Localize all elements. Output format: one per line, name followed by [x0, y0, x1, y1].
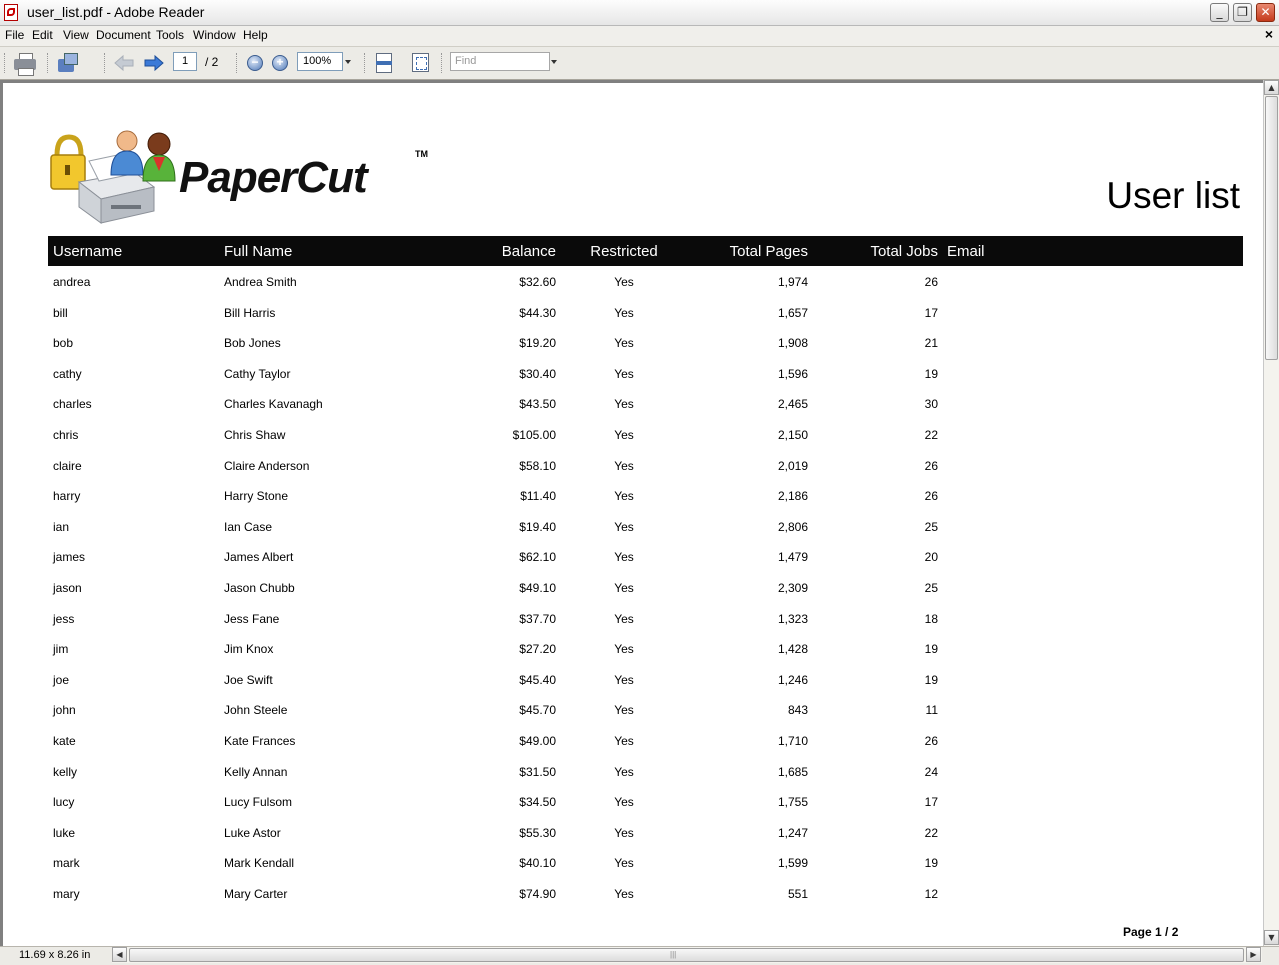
cell-total-pages: 551: [787, 887, 808, 901]
cell-total-pages: 843: [787, 703, 808, 718]
header-total-pages: Total Pages: [729, 243, 808, 260]
toolbar-grip: [4, 53, 7, 73]
cell-total-pages: 1,755: [777, 795, 808, 810]
scroll-left-button[interactable]: [112, 947, 127, 962]
cell-total-pages: 2,186: [777, 489, 808, 504]
cell-restricted: Yes: [614, 397, 634, 412]
cell-total-pages: 2,806: [777, 519, 808, 534]
page-size-label: 11.69 x 8.26 in: [19, 949, 91, 961]
cell-username: kate: [53, 734, 76, 748]
cell-balance: $105.00: [512, 428, 556, 442]
menu-edit[interactable]: Edit: [32, 28, 53, 42]
papercut-logo: [49, 127, 439, 227]
cell-full-name: Andrea Smith: [224, 275, 297, 289]
page-footer: Page 1 / 2: [1123, 925, 1179, 939]
cell-restricted: Yes: [614, 825, 634, 840]
cell-total-jobs: 17: [924, 795, 938, 810]
table-row: [48, 359, 1243, 389]
cell-total-pages: 1,908: [777, 336, 808, 351]
cell-total-jobs: 19: [924, 642, 938, 657]
cell-username: bob: [53, 336, 74, 351]
table-row: [48, 787, 1243, 817]
menu-help[interactable]: Help: [243, 28, 268, 42]
cell-total-pages: 2,019: [777, 458, 808, 473]
cell-total-jobs: 18: [924, 611, 938, 626]
table-row: [48, 542, 1243, 572]
cell-full-name: Charles Kavanagh: [224, 397, 323, 412]
cell-username: joe: [53, 672, 70, 687]
zoom-in-button[interactable]: [272, 55, 288, 71]
cell-full-name: John Steele: [224, 703, 288, 718]
cell-balance: $32.60: [519, 275, 556, 289]
cell-full-name: James Albert: [224, 550, 294, 565]
left-arrow-icon: ◀: [116, 950, 123, 959]
menu-bar: [0, 26, 1279, 47]
cell-username: claire: [53, 458, 82, 473]
cell-total-pages: 1,428: [777, 642, 808, 657]
header-full-name: Full Name: [224, 243, 293, 260]
cell-total-pages: 1,479: [777, 550, 808, 565]
cell-total-jobs: 25: [924, 581, 938, 595]
fit-width-button[interactable]: [376, 53, 392, 73]
cell-restricted: Yes: [614, 336, 634, 351]
pdf-page: [3, 83, 1263, 946]
cell-total-jobs: 11: [925, 703, 938, 718]
minimize-icon: _: [1216, 5, 1223, 19]
restore-icon: ❐: [1237, 5, 1248, 19]
pdf-app-icon: [4, 4, 18, 21]
cell-total-jobs: 19: [924, 856, 938, 871]
cell-restricted: Yes: [614, 581, 634, 595]
cell-balance: $49.00: [519, 734, 556, 748]
cell-restricted: Yes: [614, 764, 634, 779]
horizontal-scrollbar[interactable]: [112, 947, 1262, 963]
close-icon: ✕: [1260, 5, 1271, 19]
cell-balance: $49.10: [519, 581, 556, 595]
cell-total-jobs: 26: [924, 275, 938, 289]
cell-full-name: Kelly Annan: [224, 764, 288, 779]
minimize-button[interactable]: [1210, 3, 1229, 22]
cell-total-jobs: 12: [924, 887, 938, 901]
zoom-out-button[interactable]: [247, 55, 263, 71]
cell-total-jobs: 26: [924, 734, 938, 748]
cell-total-jobs: 21: [924, 336, 938, 351]
cell-total-pages: 1,599: [777, 856, 808, 871]
header-username: Username: [53, 243, 123, 260]
cell-restricted: Yes: [614, 887, 634, 901]
table-row: [48, 726, 1243, 756]
right-arrow-icon: ▶: [1250, 950, 1257, 959]
cell-total-jobs: 20: [924, 550, 938, 565]
table-row: [48, 818, 1243, 848]
cell-full-name: Chris Shaw: [224, 428, 286, 442]
page-number-input[interactable]: 1: [173, 52, 197, 71]
cell-full-name: Mark Kendall: [224, 856, 295, 871]
cell-restricted: Yes: [614, 795, 634, 810]
cell-full-name: Cathy Taylor: [224, 366, 291, 381]
menu-window[interactable]: Window: [193, 28, 236, 42]
cell-username: jim: [53, 642, 69, 657]
table-row: [48, 848, 1243, 878]
cell-restricted: Yes: [614, 519, 634, 534]
cell-balance: $19.40: [519, 519, 556, 534]
cell-restricted: Yes: [614, 642, 634, 657]
menu-view[interactable]: View: [63, 28, 89, 42]
logo-wordmark: PaperCut: [179, 153, 367, 202]
cell-balance: $40.10: [519, 856, 556, 871]
cell-full-name: Lucy Fulsom: [224, 795, 293, 810]
cell-full-name: Harry Stone: [224, 489, 289, 504]
cell-restricted: Yes: [614, 550, 634, 565]
cell-total-jobs: 19: [924, 672, 938, 687]
table-header: [48, 236, 1243, 266]
close-document-button[interactable]: ×: [1264, 26, 1273, 42]
table-row: [48, 695, 1243, 725]
cell-balance: $62.10: [519, 550, 556, 565]
cell-total-pages: 1,710: [777, 734, 808, 748]
report-title: User list: [1106, 175, 1240, 216]
previous-page-button[interactable]: [113, 54, 135, 72]
table-row: [48, 389, 1243, 419]
cell-username: chris: [53, 428, 79, 442]
cell-total-jobs: 17: [924, 305, 938, 320]
left-arrow-icon: [115, 56, 133, 70]
cell-username: lucy: [53, 795, 75, 810]
cell-total-pages: 1,247: [777, 825, 808, 840]
cell-restricted: Yes: [614, 428, 634, 442]
next-page-button[interactable]: [143, 54, 165, 72]
cell-username: jess: [53, 611, 75, 626]
cell-username: charles: [53, 397, 92, 412]
cell-total-pages: 1,685: [777, 764, 808, 779]
cell-full-name: Claire Anderson: [224, 458, 310, 473]
cell-total-jobs: 22: [924, 825, 938, 840]
cell-total-jobs: 26: [924, 489, 938, 504]
vertical-scrollbar[interactable]: [1263, 80, 1279, 946]
cell-username: mary: [53, 887, 80, 901]
header-balance: Balance: [501, 243, 556, 260]
cell-total-pages: 1,246: [777, 672, 808, 687]
cell-username: james: [53, 550, 86, 565]
cell-total-jobs: 22: [924, 428, 938, 442]
zoom-dropdown-arrow[interactable]: [345, 60, 351, 64]
cell-restricted: Yes: [614, 672, 634, 687]
print-button[interactable]: [14, 52, 36, 74]
table-row: [48, 757, 1243, 787]
table-row: [48, 634, 1243, 664]
menu-file[interactable]: File: [5, 28, 25, 42]
cell-username: bill: [53, 305, 68, 320]
cell-full-name: Jess Fane: [224, 611, 280, 626]
cell-restricted: Yes: [614, 703, 634, 718]
scroll-down-button[interactable]: [1264, 930, 1279, 945]
table-row: [48, 420, 1243, 450]
papercut-logo-graphic: [49, 127, 179, 227]
document-viewport[interactable]: [0, 80, 1263, 946]
cell-balance: $58.10: [519, 458, 556, 473]
cell-total-pages: 1,596: [777, 366, 808, 381]
cell-full-name: Ian Case: [224, 519, 273, 534]
cell-balance: $44.30: [519, 305, 556, 320]
zoom-out-icon: −: [251, 55, 259, 69]
find-input[interactable]: Find: [450, 52, 550, 71]
scroll-right-button[interactable]: [1246, 947, 1261, 962]
cell-full-name: Mary Carter: [224, 887, 288, 901]
table-row: [48, 267, 1243, 297]
cell-total-pages: 2,309: [777, 581, 808, 595]
cell-full-name: Kate Frances: [224, 734, 296, 748]
cell-balance: $27.20: [519, 642, 556, 657]
down-arrow-icon: ▼: [1268, 933, 1275, 942]
cell-total-pages: 2,150: [777, 428, 808, 442]
cell-total-jobs: 30: [924, 397, 938, 412]
cell-total-pages: 1,974: [777, 275, 808, 289]
logo-trademark: TM: [415, 149, 428, 159]
email-share-button[interactable]: [58, 53, 82, 75]
cell-restricted: Yes: [614, 458, 634, 473]
cell-total-pages: 2,465: [777, 397, 808, 412]
cell-restricted: Yes: [614, 305, 634, 320]
table-row: [48, 879, 1243, 909]
cell-full-name: Bill Harris: [224, 305, 276, 320]
table-row: [48, 512, 1243, 542]
cell-full-name: Jason Chubb: [224, 581, 295, 595]
cell-username: ian: [53, 519, 70, 534]
cell-balance: $55.30: [519, 825, 556, 840]
header-total-jobs: Total Jobs: [870, 243, 938, 260]
cell-full-name: Bob Jones: [224, 336, 281, 351]
fit-window-button[interactable]: [412, 53, 429, 72]
zoom-in-icon: +: [276, 55, 284, 69]
cell-total-jobs: 25: [924, 519, 938, 534]
cell-restricted: Yes: [614, 366, 634, 381]
vertical-scroll-thumb[interactable]: [1265, 96, 1278, 360]
cell-balance: $45.40: [519, 672, 556, 687]
cell-full-name: Joe Swift: [224, 672, 273, 687]
scroll-up-button[interactable]: [1264, 80, 1279, 95]
find-dropdown-arrow[interactable]: [551, 60, 557, 64]
cell-restricted: Yes: [614, 611, 634, 626]
cell-balance: $37.70: [519, 611, 556, 626]
table-row: [48, 451, 1243, 481]
cell-username: cathy: [53, 366, 82, 381]
table-row: [48, 481, 1243, 511]
cell-balance: $30.40: [519, 366, 556, 381]
cell-total-pages: 1,323: [777, 611, 808, 626]
cell-total-jobs: 26: [924, 458, 938, 473]
table-row: [48, 573, 1243, 603]
cell-username: john: [53, 703, 76, 718]
cell-balance: $11.40: [520, 489, 556, 504]
toolbar: [0, 47, 1279, 80]
cell-username: mark: [53, 856, 80, 871]
cell-restricted: Yes: [614, 734, 634, 748]
cell-balance: $31.50: [519, 764, 556, 779]
window-title: user_list.pdf - Adobe Reader: [27, 4, 205, 20]
cell-total-pages: 1,657: [777, 305, 808, 320]
cell-restricted: Yes: [614, 856, 634, 871]
header-email: Email: [947, 243, 985, 260]
cell-balance: $43.50: [519, 397, 556, 412]
cell-balance: $19.20: [519, 336, 556, 351]
cell-full-name: Jim Knox: [224, 642, 274, 657]
table-row: [48, 665, 1243, 695]
table-row: [48, 298, 1243, 328]
page-total-label: / 2: [205, 55, 219, 69]
cell-username: harry: [53, 489, 81, 504]
header-restricted: Restricted: [590, 243, 658, 260]
horizontal-scroll-thumb[interactable]: [129, 948, 1244, 962]
cell-total-jobs: 19: [924, 366, 938, 381]
right-arrow-icon: [145, 56, 163, 70]
menu-tools[interactable]: Tools: [156, 28, 185, 42]
zoom-level-input[interactable]: 100%: [297, 52, 343, 71]
up-arrow-icon: ▲: [1268, 83, 1275, 92]
cell-restricted: Yes: [614, 275, 634, 289]
menu-document[interactable]: Document: [96, 28, 151, 42]
cell-balance: $34.50: [519, 795, 556, 810]
cell-balance: $45.70: [519, 703, 556, 718]
cell-username: andrea: [53, 275, 91, 289]
title-bar: [0, 0, 1279, 26]
cell-username: luke: [53, 825, 76, 840]
table-row: [48, 328, 1243, 358]
cell-username: jason: [53, 581, 82, 595]
cell-full-name: Luke Astor: [224, 825, 281, 840]
cell-total-jobs: 24: [924, 764, 938, 779]
close-window-button[interactable]: [1256, 3, 1275, 22]
restore-button[interactable]: [1233, 3, 1252, 22]
table-row: [48, 604, 1243, 634]
cell-restricted: Yes: [614, 489, 634, 504]
cell-balance: $74.90: [519, 887, 556, 901]
cell-username: kelly: [53, 764, 78, 779]
